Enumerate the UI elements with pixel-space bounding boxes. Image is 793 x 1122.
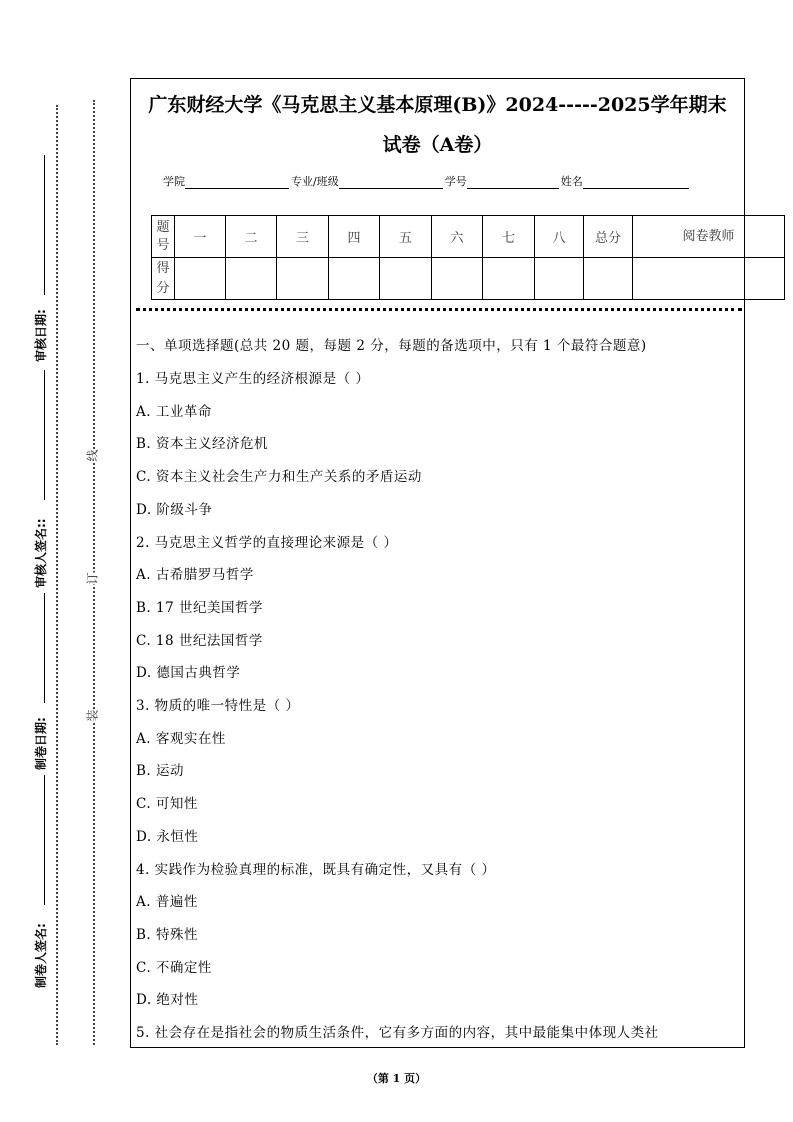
page-number: （第 1 页） — [366, 1072, 427, 1085]
score-cell[interactable] — [432, 258, 483, 300]
score-cell[interactable] — [483, 258, 535, 300]
table-header-cell: 八 — [535, 216, 584, 258]
signature-line — [44, 370, 45, 500]
answer-option: D. 德国古典哲学 — [136, 665, 241, 682]
score-table — [151, 215, 785, 300]
exam-subtitle: 试卷（A卷） — [382, 134, 493, 156]
binding-dotted-line-outer — [56, 105, 58, 1045]
author-signature-label: 制卷人签名: — [34, 923, 48, 988]
section-heading: 一、单项选择题(总共 20 题，每题 2 分，每题的备选项中，只有 1 个最符合题意) — [136, 338, 647, 354]
answer-option: D. 永恒性 — [136, 828, 199, 845]
student-info-row — [163, 173, 691, 189]
table-header-cell: 阅卷教师 — [633, 216, 785, 258]
table-header-cell: 二 — [226, 216, 277, 258]
answer-option: B. 特殊性 — [136, 926, 199, 943]
question-stem: 4. 实践作为检验真理的标准，既具有确定性，又具有（ ） — [136, 861, 496, 878]
score-cell[interactable] — [633, 258, 785, 300]
review-date-label: 审核日期: — [34, 309, 48, 362]
answer-option: A. 工业革命 — [136, 403, 212, 420]
dotted-separator — [136, 308, 742, 311]
answer-option: C. 资本主义社会生产力和生产关系的矛盾运动 — [136, 469, 422, 486]
binding-mark-zhuang: 装 — [85, 709, 100, 722]
answer-option: C. 不确定性 — [136, 959, 212, 976]
question-stem: 2. 马克思主义哲学的直接理论来源是（ ） — [136, 534, 398, 551]
score-cell[interactable] — [277, 258, 329, 300]
answer-option: C. 可知性 — [136, 796, 198, 813]
answer-option: B. 17 世纪美国哲学 — [136, 599, 263, 616]
score-cell[interactable] — [226, 258, 277, 300]
score-cell[interactable] — [175, 258, 226, 300]
student-id-field[interactable] — [467, 176, 559, 189]
answer-option: A. 古希腊罗马哲学 — [136, 567, 254, 584]
college-field[interactable] — [185, 176, 289, 189]
name-field[interactable] — [583, 176, 689, 189]
table-header-cell: 五 — [380, 216, 432, 258]
college-label: 学院 — [163, 175, 185, 188]
answer-option: A. 普遍性 — [136, 894, 198, 911]
score-cell[interactable] — [584, 258, 633, 300]
student-id-label: 学号 — [444, 175, 467, 188]
table-header-cell: 七 — [483, 216, 535, 258]
question-stem: 3. 物质的唯一特性是（ ） — [136, 698, 300, 714]
answer-option: A. 客观实在性 — [136, 730, 226, 747]
signature-line — [44, 155, 45, 295]
answer-option: B. 运动 — [136, 763, 185, 780]
signature-line — [44, 593, 45, 703]
score-cell[interactable] — [535, 258, 584, 300]
table-header-cell: 总分 — [584, 216, 633, 258]
binding-mark-xian: 线 — [85, 449, 100, 462]
major-class-field[interactable] — [339, 176, 443, 189]
score-row-label: 得分 — [152, 258, 175, 300]
exam-title: 广东财经大学《马克思主义基本原理(B)》2024-----2025学年期末 — [148, 94, 727, 116]
name-label: 姓名 — [560, 175, 583, 188]
table-header-cell: 六 — [432, 216, 483, 258]
table-header-cell: 四 — [329, 216, 380, 258]
answer-option: B. 资本主义经济危机 — [136, 436, 269, 453]
table-header-cell: 一 — [175, 216, 226, 258]
major-class-label: 专业/班级 — [291, 175, 339, 188]
score-cell[interactable] — [329, 258, 380, 300]
paper-date-label: 制卷日期: — [34, 717, 48, 770]
question-stem: 5. 社会存在是指社会的物质生活条件，它有多方面的内容，其中最能集中体现人类社 — [136, 1025, 659, 1041]
table-header-cell: 三 — [277, 216, 329, 258]
question-stem: 1. 马克思主义产生的经济根源是（ ） — [136, 371, 370, 387]
table-row — [152, 216, 785, 258]
table-header-cell: 题号 — [152, 216, 175, 258]
signature-line — [44, 775, 45, 905]
table-row — [152, 258, 785, 300]
answer-option: C. 18 世纪法国哲学 — [136, 632, 263, 649]
score-cell[interactable] — [380, 258, 432, 300]
answer-option: D. 绝对性 — [136, 992, 199, 1009]
binding-mark-ding: 订 — [85, 572, 100, 585]
answer-option: D. 阶级斗争 — [136, 501, 213, 518]
reviewer-signature-label: 审核人签名:: — [34, 518, 48, 588]
